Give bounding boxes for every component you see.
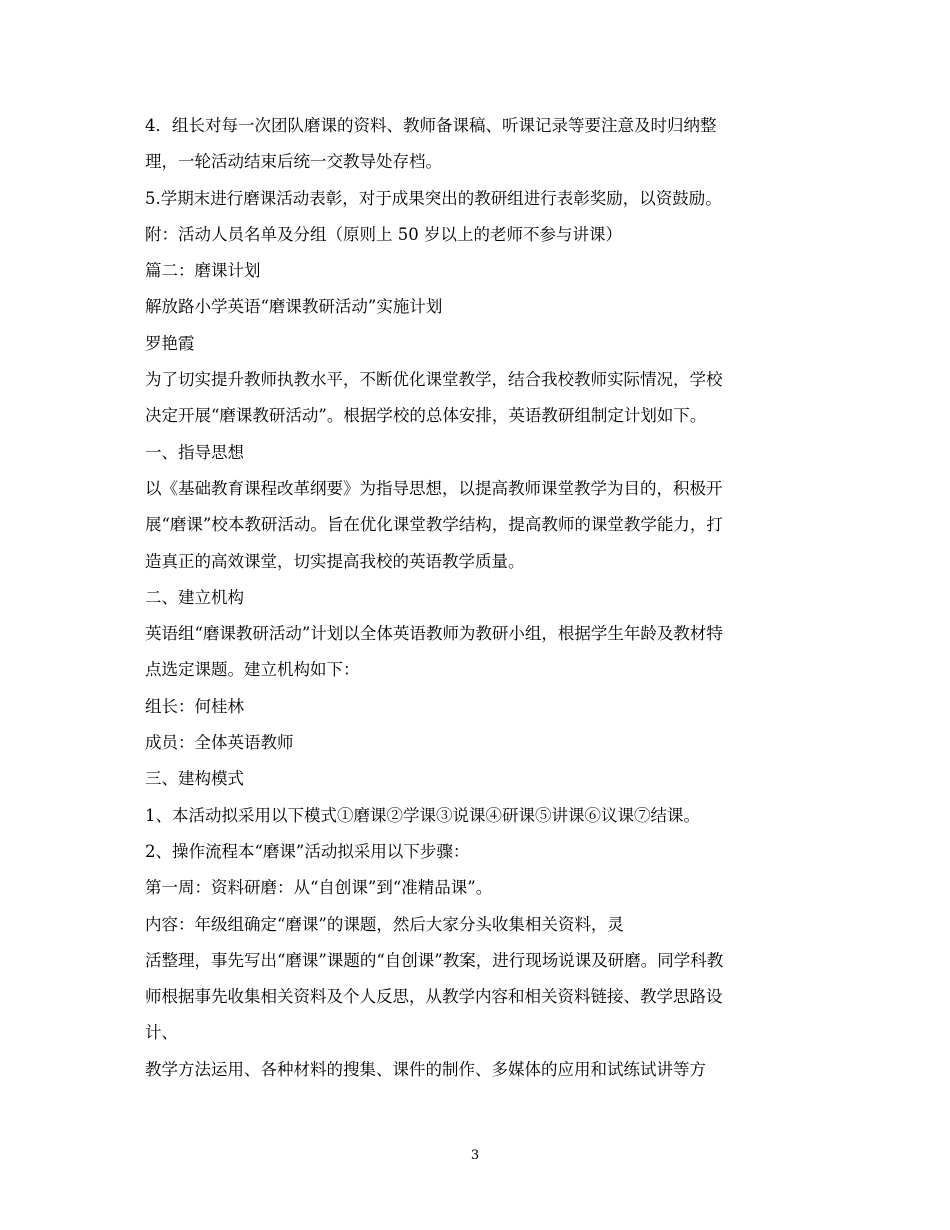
author-name: 罗艳霞 [145, 333, 195, 353]
text-line: 1、本活动拟采用以下模式①磨课②学课③说课④研课⑤讲课⑥议课⑦结课。 [145, 805, 700, 825]
text-line: 点选定课题。建立机构如下： [145, 660, 360, 680]
text-line: 第一周：资料研磨：从“自创课”到“准精品课”。 [145, 878, 493, 898]
section-heading: 篇二：磨课计划 [145, 261, 261, 281]
text-line: 展“磨课”校本教研活动。旨在优化课堂教学结构，提高教师的课堂教学能力，打 [145, 515, 723, 535]
text-line: 理，一轮活动结束后统一交教导处存档。 [145, 152, 442, 172]
text-line: 教学方法运用、各种材料的搜集、课件的制作、多媒体的应用和试练试讲等方 [145, 1059, 706, 1079]
section-heading: 二、建立机构 [145, 587, 244, 607]
text-line: 以《基础教育课程改革纲要》为指导思想，以提高教师课堂教学为目的，积极开 [145, 478, 723, 498]
text-line: 4．组长对每一次团队磨课的资料、教师备课稿、听课记录等要注意及时归纳整 [145, 116, 717, 135]
text-line: 2、操作流程本“磨课”活动拟采用以下步骤： [145, 841, 470, 861]
document-title: 解放路小学英语“磨课教研活动”实施计划 [145, 297, 443, 317]
document-body [145, 108, 810, 1088]
text-line: 英语组“磨课教研活动”计划以全体英语教师为教研小组，根据学生年龄及教材特 [145, 624, 723, 644]
text-line: 组长：何桂林 [145, 696, 244, 716]
text-line: 决定开展“磨课教研活动”。根据学校的总体安排，英语教研组制定计划如下。 [145, 406, 707, 426]
text-line: 为了切实提升教师执教水平，不断优化课堂教学，结合我校教师实际情况，学校 [145, 370, 723, 390]
text-line: 成员：全体英语教师 [145, 733, 294, 753]
text-line: 造真正的高效课堂，切实提高我校的英语教学质量。 [145, 551, 525, 571]
text-line: 计、 [145, 1023, 178, 1043]
text-line: 师根据事先收集相关资料及个人反思，从教学内容和相关资料链接、教学思路设 [145, 987, 723, 1007]
text-line: 内容：年级组确定“磨课”的课题，然后大家分头收集相关资料，灵 [145, 914, 624, 934]
section-heading: 三、建构模式 [145, 769, 244, 789]
text-line: 附：活动人员名单及分组（原则上 50 岁以上的老师不参与讲课） [145, 224, 622, 244]
text-line: 5.学期末进行磨课活动表彰，对于成果突出的教研组进行表彰奖励，以资鼓励。 [145, 188, 722, 208]
text-line: 活整理，事先写出“磨课”课题的“自创课”教案，进行现场说课及研磨。同学科教 [145, 950, 724, 970]
section-heading: 一、指导思想 [145, 442, 244, 462]
page-number: 3 [470, 1148, 480, 1163]
